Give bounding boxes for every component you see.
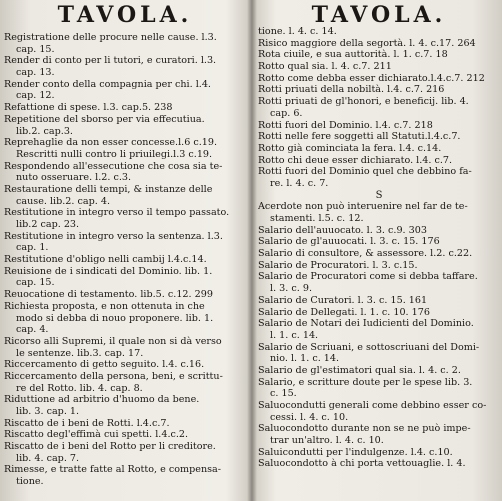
index-entry-line: Acerdote non può interuenire nel far de te- [258,201,468,213]
index-entry-line: trar un'altro. l. 4. c. 10. [270,435,384,447]
book-gutter [247,0,257,501]
index-entry-line: cessi. l. 4. c. 10. [270,411,349,423]
index-entry-line: Riscatto de i beni de Rotti. l.4.c.7. [4,417,170,429]
index-entry-line: Rotti priuati della nobiltà. l.4. c.7. 216 [258,84,445,96]
index-entry-line: Restitutione in integro verso il tempo passato. [4,207,230,219]
index-entry-line: Rotti nelle fere soggetti all Statuti.l.4.c.7. [258,131,461,143]
index-entry-line: re del Rotto. lib. 4. cap. 8. [16,382,143,394]
index-entry-line: Salario de Procuratori come si debba taffare. [258,271,478,283]
index-entry-line: lib. 3. cap. 1. [16,406,80,417]
index-entry-line: cap. 15. [16,277,55,289]
page-title-left: TAVOLA. [57,2,193,28]
index-entry-line: Restitutione d'obligo nelli cambij l.4.c.14. [4,254,207,266]
index-entry-line: Riscatto degl'effimà cui spetti. l.4.c.2. [4,429,189,441]
index-entry-line: nuto osseruare. l.2. c.3. [16,172,132,184]
index-entry-line: Salario de Notari dei Iudicienti del Dominio. [258,318,474,330]
index-entry-line: Salario de Curatori. l. 3. c. 15. 161 [258,294,428,306]
index-entry-line: Risico maggiore della segortà. l. 4. c.17. 264 [258,37,476,49]
index-entry-line: Reuocatione di testamento. lib.5. c.12. 299 [4,289,213,301]
index-entry-line: Rotto chi deue esser dichiarato. l.4. c.7. [258,154,453,166]
index-entry-line: cap. 1. [16,242,49,254]
index-entry-line: l. 1. c. 14. [270,329,319,341]
section-letter: S [375,189,383,201]
index-entry-line: Riccercamento della persona, beni, e scrittu- [4,370,223,382]
index-entry-line: re. l. 4. c. 7. [270,177,329,189]
index-entry-line: Saluocondotto durante non se ne può impe- [258,423,471,435]
index-entry-line: Saluocondotto à chi porta vettouaglie. l. 4. [258,458,466,470]
index-entry-line: Reuisione de i sindicati del Dominio. lib. 1. [4,265,213,277]
index-entry-line: lib. 4. cap. 7. [16,452,80,464]
index-entry-line: Render conto della compagnia per chi. l.4. [4,78,211,90]
index-entry-line: Repetitione del sborso per via effecutiua. [4,113,205,125]
index-entry-line: Registratione delle procure nelle cause. l.3. [4,32,217,43]
index-entry-line: tione. l. 4. c. 14. [258,26,337,37]
index-entry-line: Salario de Scriuani, e sottoscriuani del Domi- [258,341,480,353]
index-entry-line: lib.2 cap. 23. [16,219,80,230]
index-entry-line: cap. 15. [16,43,55,55]
index-entry-line: Ricorso alli Supremi, il quale non si dà verso [4,335,222,347]
index-entry-line: Riccercamento di getto seguito. l.4. c.16. [4,359,205,371]
index-entry-line: Rotto qual sia. l. 4. c.7. 211 [258,61,392,73]
right-page [258,0,500,501]
index-entry-line: Salario de gl'estimatori qual sia. l. 4. c. 2. [258,364,461,376]
index-entry-line: cap. 12. [16,90,55,102]
index-entry-line: Rotti fuori del Dominio quel che debbino fa- [258,166,472,178]
index-entries-right [258,26,500,470]
index-entries-left [4,32,246,488]
index-entry-line: cap. 13. [16,67,55,79]
index-entry-line: Restitutione in integro verso la sentenza. l.3. [4,230,223,242]
index-entry-line: l. 3. c. 9. [270,283,312,295]
index-entry-line: stamenti. l.5. c. 12. [270,213,364,224]
index-entry-line: Rimesse, e tratte fatte al Rotto, e compensa- [4,464,222,476]
left-page [4,0,246,501]
index-entry-line: Render di conto per li tutori, e curatori. l.3. [4,55,217,67]
index-entry-line: Rescritti nulli contro li priuilegi.l.3 c.19. [16,148,213,160]
index-entry-line: le sentenze. lib.3. cap. 17. [16,347,144,359]
index-entry-line: Salario de gl'auuocati. l. 3. c. 15. 176 [258,236,440,248]
index-entry-line: Salario, e scritture doute per le spese lib. 3. [258,376,473,388]
page-title-right: TAVOLA. [311,2,447,28]
index-entry-line: Saluicondutti per l'indulgenze. l.4. c.10. [258,446,453,458]
index-entry-line: lib.2. cap.3. [16,125,73,137]
index-entry-line: Refattione di spese. l.3. cap.5. 238 [4,102,173,114]
index-entry-line: Rotti priuati de gl'honori, e beneficij. lib. 4. [258,96,469,108]
index-entry-line: cause. lib.2. cap. 4. [16,195,110,207]
index-entry-line: Rota ciuile, e sua auttorità. l. 1. c.7. 18 [258,49,448,61]
index-entry-line: Restauratione delli tempi, & instanze delle [4,183,213,195]
index-entry-line: Richiesta proposta, e non ottenuta in che [4,300,205,312]
index-entry-line: Reprehaglie da non esser concesse.l.6 c.19. [4,137,218,149]
index-entry-line: Rotti fuori del Dominio. l.4. c.7. 218 [258,119,433,131]
index-entry-line: Rotto come debba esser dichiarato.l.4.c.7. 212 [258,72,485,84]
index-entry-line: Respondendo all'essecutione che cosa sia te- [4,160,223,172]
index-entry-line: cap. 6. [270,107,303,119]
index-entry-line: nio. l. 1. c. 14. [270,353,340,365]
index-entry-line: c. 15. [270,388,297,400]
index-entry-line: Salario de Dellegati. l. 1. c. 10. 176 [258,306,430,318]
index-entry-line: modo si debba di nouo proponere. lib. 1. [16,312,214,324]
index-entry-line: Rotto già cominciata la fera. l.4. c.14. [258,142,442,154]
index-entry-line: Saluocondutti generali come debbino esser co- [258,400,487,411]
index-entry-line: Salario dell'auuocato. l. 3. c.9. 303 [258,224,427,236]
index-entry-line: cap. 4. [16,324,49,336]
index-entry-line: Salario de Procuratori. l. 3. c.15. [258,259,418,271]
index-entry-line: tione. [16,476,44,488]
index-entry-line: Salario di consultore, & assessore. l.2. c.22. [258,248,473,260]
index-entry-line: Riduttione ad arbitrio d'huomo da bene. [4,394,200,406]
index-entry-line: Riscatto de i beni del Rotto per li creditore. [4,441,216,453]
